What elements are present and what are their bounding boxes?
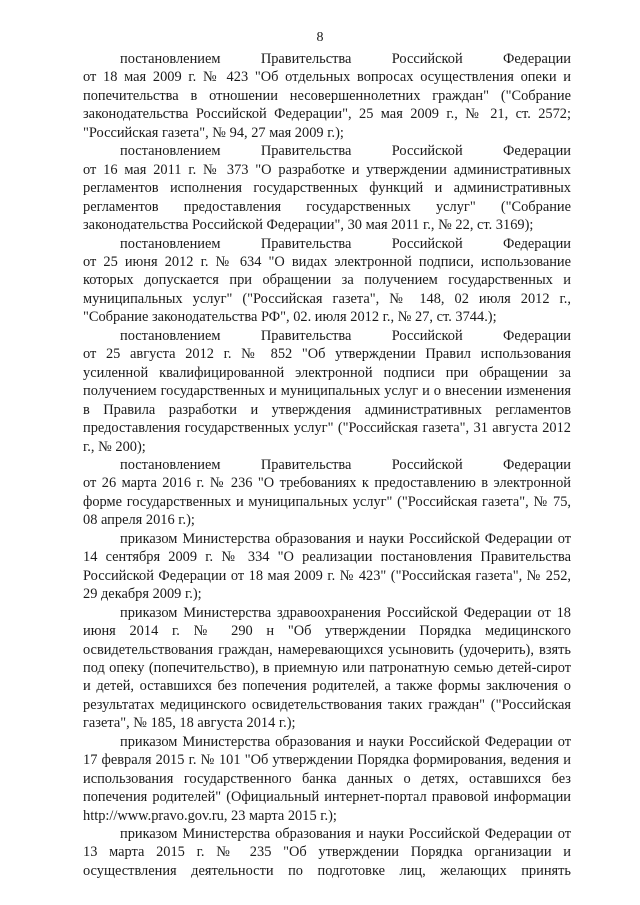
act-heading: постановлением Правительства Российской Федерации: [120, 235, 571, 252]
act-heading: постановлением Правительства Российской Федерации: [120, 327, 571, 344]
legal-act-item: приказом Министерства образования и науки Российской Федерации от 13 марта 2015 г. № 235 "Об утверждении Порядка организации и осуществления деятельности по подготовке лиц, желающих принять: [83, 826, 571, 879]
legal-act-item: [83, 50, 571, 142]
act-heading: постановлением Правительства Российской Федерации: [120, 143, 571, 160]
legal-act-item: [83, 456, 571, 530]
legal-act-item: [83, 142, 571, 234]
act-text: от 25 августа 2012 г. № 852 "Об утверждении Правил использования усиленной квалифицированной электронной подписи при обращении за получением государственных и муниципальных услуг и о внесении изменения в Правила разработки и утверждения административных регламентов предоставления государственных услуг" ("Российская газета", 31 августа 2012 г., № 200);: [83, 346, 571, 455]
act-text: от 18 мая 2009 г. № 423 "Об отдельных вопросах осуществления опеки и попечительства в отношении несовершеннолетних граждан" ("Собрание законодательства Российской Федерации", 25 мая 2009 г., № 21, ст. 2572; "Российская газета", № 94, 27 мая 2009 г.);: [83, 69, 571, 141]
legal-act-item: приказом Министерства здравоохранения Российской Федерации от 18 июня 2014 г. № 290 н "Об утверждении Порядка медицинского освидетельствования граждан, намеревающихся усыновить (удочерить), взять под опеку (попечительство), в приемную или патронатную семью детей-сирот и детей, оставшихся без попечения родителей, а также формы заключения о результатах медицинского освидетельствования таких граждан" ("Российская газета", № 185, 18 августа 2014 г.);: [83, 604, 571, 732]
act-heading: постановлением Правительства Российской Федерации: [120, 456, 571, 473]
legal-act-item: приказом Министерства образования и науки Российской Федерации от 14 сентября 2009 г. № 334 "О реализации постановления Правительства Российской Федерации от 18 мая 2009 г. № 423" ("Российская газета", № 252, 29 декабря 2009 г.);: [83, 530, 571, 603]
page-number: 8: [316, 30, 324, 45]
act-text: от 16 мая 2011 г. № 373 "О разработке и утверждении административных регламентов исполнения государственных функций и административных регламентов предоставления государственных услуг" ("Собрание законодательства Российской Федерации", 30 мая 2011 г., № 22, ст. 3169);: [83, 161, 571, 234]
act-text: от 25 июня 2012 г. № 634 "О видах электронной подписи, использование которых допускается при обращении за получением государственных и муниципальных услуг" ("Российская газета", № 148, 02 июля 2012 г., "Собрание законодательства РФ", 02. июля 2012 г., № 27, ст. 3744.);: [83, 253, 571, 326]
act-text: от 26 марта 2016 г. № 236 "О требованиях к предоставлению в электронной форме государственных и муниципальных услуг" ("Российская газета", № 75, 08 апреля 2016 г.);: [83, 475, 571, 529]
legal-act-item: приказом Министерства образования и науки Российской Федерации от 17 февраля 2015 г. № 101 "Об утверждении Порядка формирования, ведения и использования государственного банка данных о детях, оставшихся без попечения родителей" (Официальный интернет-портал правовой информации http://www.pravo.gov.ru, 23 марта 2015 г.);: [83, 733, 571, 824]
legal-act-item: [83, 327, 571, 456]
document-body: [83, 50, 571, 880]
legal-act-item: [83, 235, 571, 327]
act-heading: постановлением Правительства Российской Федерации: [120, 51, 571, 67]
